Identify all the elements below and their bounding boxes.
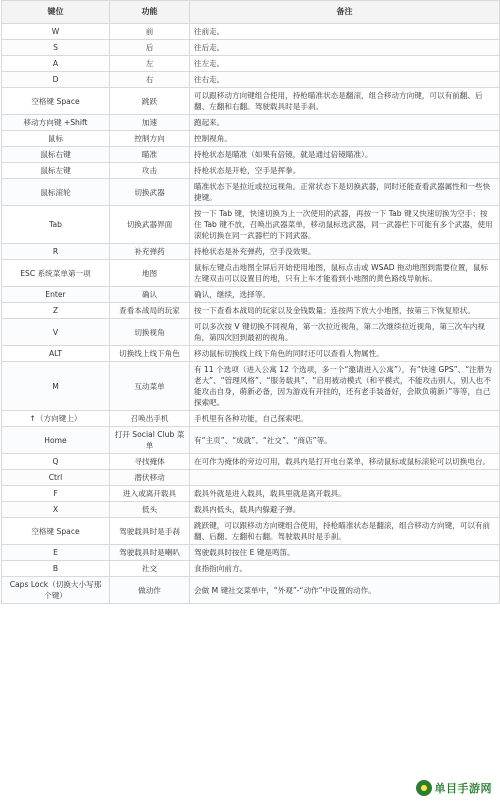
cell-fn: 打开 Social Club 菜单 xyxy=(110,427,190,454)
cell-key: Q xyxy=(2,454,110,470)
table-row xyxy=(2,163,500,179)
cell-note: 有 11 个选项（进入公寓 12 个选项，多一个“邀请进入公寓”），有“快速 GPS”、“注册为老大”、“管理风格”、“服务载具”、“启用被动模式（和平模式，不能攻击别人，别人也不能攻击自身，萌新必备，因为游戏有开挂的，还有老手装备好，会欺负萌新）”等等，自己探索吧。 xyxy=(190,362,500,411)
cell-note: 持枪状态是补充弹药，空手没效果。 xyxy=(190,244,500,260)
cell-note: 持枪状态是瞄准（如果有倍镜，就是通过倍镜瞄准）。 xyxy=(190,147,500,163)
cell-fn: 做动作 xyxy=(110,577,190,604)
cell-key: Z xyxy=(2,303,110,319)
cell-note: 食指指向前方。 xyxy=(190,561,500,577)
cell-note: 会做 M 键社交菜单中，“外观”-“动作”中设置的动作。 xyxy=(190,577,500,604)
cell-fn: 切换线上线下角色 xyxy=(110,346,190,362)
table-row xyxy=(2,40,500,56)
cell-note: 瞄准状态下是拉近或拉远视角。正常状态下是切换武器，同时还能查看武器属性和一些快捷键。 xyxy=(190,179,500,206)
cell-key: Ctrl xyxy=(2,470,110,486)
cell-key: 移动方向键 +Shift xyxy=(2,115,110,131)
cell-fn: 前 xyxy=(110,24,190,40)
header-note: 备注 xyxy=(190,1,500,24)
cell-key: ESC 系统菜单第一项 xyxy=(2,260,110,287)
table-row xyxy=(2,206,500,244)
cell-fn: 跳跃 xyxy=(110,88,190,115)
cell-fn: 瞄准 xyxy=(110,147,190,163)
table-body xyxy=(2,24,500,604)
cell-note: 鼠标左键点击地图全屏后开始使用地图，鼠标点击或 WSAD 拖动地图到需要位置，鼠标左键双击可以设置目的地，只有上车才能看到小地图的黄色路线导航标。 xyxy=(190,260,500,287)
cell-fn: 补充弹药 xyxy=(110,244,190,260)
table-row xyxy=(2,486,500,502)
cell-note: 手机里有各种功能，自己探索吧。 xyxy=(190,411,500,427)
cell-key: R xyxy=(2,244,110,260)
table-row xyxy=(2,179,500,206)
cell-fn: 切换武器 xyxy=(110,179,190,206)
cell-fn: 低头 xyxy=(110,502,190,518)
cell-key: Home xyxy=(2,427,110,454)
table-row xyxy=(2,502,500,518)
table-row xyxy=(2,346,500,362)
table-row xyxy=(2,411,500,427)
cell-key: M xyxy=(2,362,110,411)
cell-note: 往右走。 xyxy=(190,72,500,88)
table-row xyxy=(2,545,500,561)
cell-fn: 潜伏移动 xyxy=(110,470,190,486)
cell-fn: 寻找掩体 xyxy=(110,454,190,470)
cell-note: 持枪状态是开枪，空手是挥拳。 xyxy=(190,163,500,179)
cell-fn: 驾驶载具时是手刹 xyxy=(110,518,190,545)
site-watermark xyxy=(412,778,497,798)
cell-fn: 控制方向 xyxy=(110,131,190,147)
table-row xyxy=(2,24,500,40)
cell-fn: 地图 xyxy=(110,260,190,287)
cell-note: 载具内低头，载具内躲避子弹。 xyxy=(190,502,500,518)
watermark-text: 单目手游网 xyxy=(434,782,492,795)
cell-key: F xyxy=(2,486,110,502)
cell-key: 鼠标左键 xyxy=(2,163,110,179)
cell-fn: 后 xyxy=(110,40,190,56)
cell-note: 往后走。 xyxy=(190,40,500,56)
cell-key: B xyxy=(2,561,110,577)
cell-key: Caps Lock（切换大小写那个键） xyxy=(2,577,110,604)
cell-key: X xyxy=(2,502,110,518)
cell-fn: 查看本战局的玩家 xyxy=(110,303,190,319)
cell-key: W xyxy=(2,24,110,40)
cell-note: 载具外就是进入载具，载具里就是离开载具。 xyxy=(190,486,500,502)
cell-fn: 进入或离开载具 xyxy=(110,486,190,502)
header-key: 键位 xyxy=(2,1,110,24)
cell-note: 往前走。 xyxy=(190,24,500,40)
cell-fn: 左 xyxy=(110,56,190,72)
cell-note: 跑起来。 xyxy=(190,115,500,131)
table-row xyxy=(2,454,500,470)
table-row xyxy=(2,287,500,303)
cell-key: 鼠标右键 xyxy=(2,147,110,163)
cell-note: 有“主页”、“成就”、“社交”、“商店”等。 xyxy=(190,427,500,454)
cell-note: 按一下 Tab 键，快速切换为上一次使用的武器，再按一下 Tab 键又快速切换为空手；按住 Tab 键不放，召唤出武器菜单，移动鼠标选武器，同一武器栏下可能有多个武器，使用滚轮切换在同一武器栏的下同武器。 xyxy=(190,206,500,244)
cell-key: Tab xyxy=(2,206,110,244)
cell-note: 控制视角。 xyxy=(190,131,500,147)
cell-note: 在可作为掩体的旁边可用，载具内是打开电台菜单，移动鼠标或鼠标滚轮可以切换电台。 xyxy=(190,454,500,470)
table-row xyxy=(2,56,500,72)
cell-note: 可以跟移动方向键组合使用，持枪瞄准状态是翻滚，组合移动方向键，可以有前翻、后翻、左翻和右翻。驾驶载具时是手刹。 xyxy=(190,88,500,115)
table-row xyxy=(2,147,500,163)
table-row xyxy=(2,577,500,604)
table-row xyxy=(2,518,500,545)
cell-fn: 召唤出手机 xyxy=(110,411,190,427)
table-row xyxy=(2,470,500,486)
key-binding-table xyxy=(1,0,500,604)
cell-fn: 攻击 xyxy=(110,163,190,179)
table-row xyxy=(2,88,500,115)
cell-key: 空格键 Space xyxy=(2,518,110,545)
cell-note: 移动鼠标切换线上线下角色的同时还可以查看人物属性。 xyxy=(190,346,500,362)
cell-fn: 互动菜单 xyxy=(110,362,190,411)
cell-key: E xyxy=(2,545,110,561)
header-function: 功能 xyxy=(110,1,190,24)
cell-key: S xyxy=(2,40,110,56)
cell-fn: 确认 xyxy=(110,287,190,303)
cell-key: V xyxy=(2,319,110,346)
cell-key: ↑（方向键上） xyxy=(2,411,110,427)
table-row xyxy=(2,362,500,411)
cell-fn: 社交 xyxy=(110,561,190,577)
cell-key: 空格键 Space xyxy=(2,88,110,115)
cell-key: D xyxy=(2,72,110,88)
table-row xyxy=(2,260,500,287)
cell-key: ALT xyxy=(2,346,110,362)
table-row xyxy=(2,131,500,147)
watermark-logo-icon xyxy=(416,780,432,796)
cell-fn: 驾驶载具时是喇叭 xyxy=(110,545,190,561)
table-row xyxy=(2,319,500,346)
cell-key: 鼠标 xyxy=(2,131,110,147)
cell-note: 往左走。 xyxy=(190,56,500,72)
cell-fn: 右 xyxy=(110,72,190,88)
table-row xyxy=(2,561,500,577)
table-row xyxy=(2,72,500,88)
table-header-row xyxy=(2,1,500,24)
cell-key: 鼠标滚轮 xyxy=(2,179,110,206)
table-row xyxy=(2,115,500,131)
cell-fn: 切换视角 xyxy=(110,319,190,346)
table-row xyxy=(2,303,500,319)
cell-note: 驾驶载具时按住 E 键是鸣笛。 xyxy=(190,545,500,561)
table-row xyxy=(2,427,500,454)
cell-note: 确认，继续，选择等。 xyxy=(190,287,500,303)
cell-note: 可以多次按 V 键切换不同视角，第一次拉近视角，第二次继续拉近视角，第三次车内视角，第四次回到最初的视角。 xyxy=(190,319,500,346)
cell-note: 按一下查看本战局的玩家以及金钱数量；连按两下放大小地图，按第三下恢复原状。 xyxy=(190,303,500,319)
cell-fn: 加速 xyxy=(110,115,190,131)
cell-note: 跳跃键，可以跟移动方向键组合使用，持枪瞄准状态是翻滚，组合移动方向键，可以有前翻、后翻、左翻和右翻。驾驶载具时是手刹。 xyxy=(190,518,500,545)
cell-key: Enter xyxy=(2,287,110,303)
cell-note xyxy=(190,470,500,486)
cell-key: A xyxy=(2,56,110,72)
cell-fn: 切换武器界面 xyxy=(110,206,190,244)
table-row xyxy=(2,244,500,260)
